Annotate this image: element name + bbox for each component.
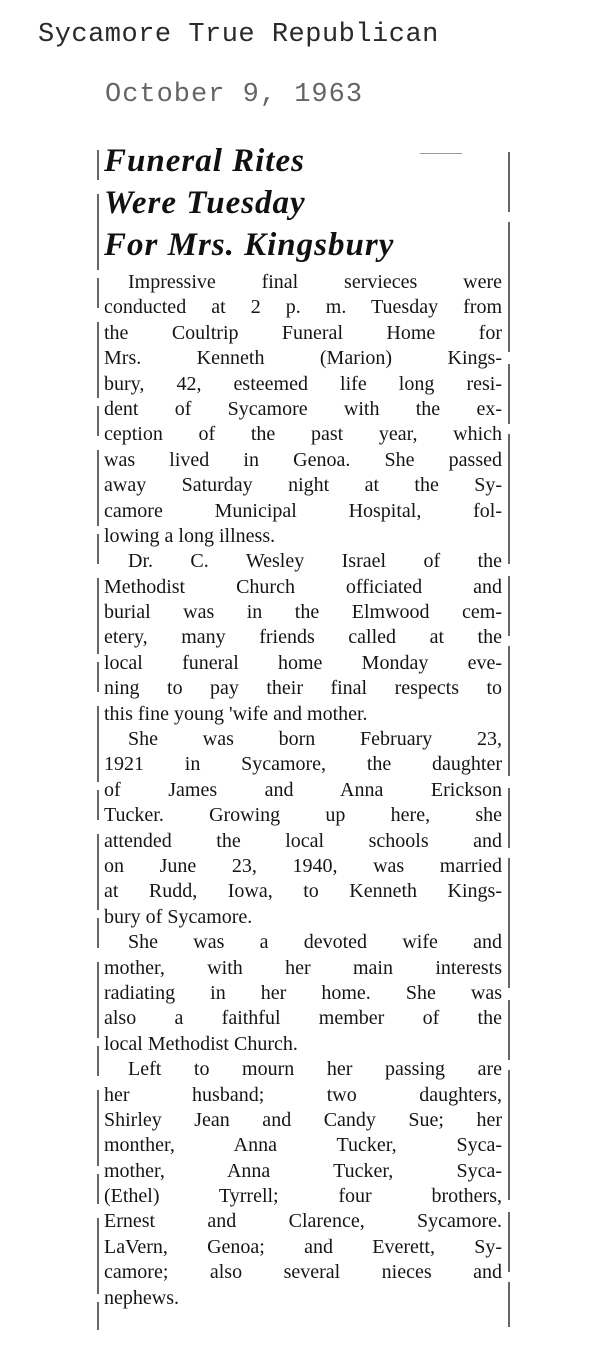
article-paragraph	[104, 930, 502, 1057]
paragraph-line: ception of the past year, which	[104, 423, 502, 446]
paragraph-line: conducted at 2 p. m. Tuesday from	[104, 296, 502, 319]
article-paragraph	[104, 727, 502, 930]
paragraph-line: on June 23, 1940, was married	[104, 854, 502, 877]
paragraph-line: also a faithful member of the	[104, 1007, 502, 1030]
article-paragraph	[104, 549, 502, 727]
paragraph-line: dent of Sycamore with the ex-	[104, 397, 502, 420]
paragraph-line: local funeral home Monday eve-	[104, 651, 502, 674]
paragraph-line: of James and Anna Erickson	[104, 778, 502, 801]
paragraph-line: attended the local schools and	[104, 829, 502, 852]
article-paragraph	[104, 270, 502, 549]
paragraph-line: mother, Anna Tucker, Syca-	[104, 1159, 502, 1182]
paragraph-line: Dr. C. Wesley Israel of the	[128, 550, 502, 573]
paragraph-line: camore; also several nieces and	[104, 1261, 502, 1284]
publication-date: October 9, 1963	[105, 80, 364, 110]
paragraph-line: Shirley Jean and Candy Sue; her	[104, 1108, 502, 1131]
paragraph-line: Left to mourn her passing are	[128, 1058, 502, 1081]
paragraph-line: monther, Anna Tucker, Syca-	[104, 1134, 502, 1157]
paragraph-line: ning to pay their final respects to	[104, 677, 502, 700]
article-headline	[104, 140, 504, 266]
paragraph-line: lowing a long illness.	[104, 524, 276, 547]
headline-line: Funeral Rites	[104, 143, 305, 179]
article-paragraph	[104, 1057, 502, 1311]
paragraph-line: was lived in Genoa. She passed	[104, 448, 502, 471]
paragraph-line: Methodist Church officiated and	[104, 575, 502, 598]
clipping-left-edge	[97, 150, 99, 1330]
paragraph-line: Mrs. Kenneth (Marion) Kings-	[104, 347, 502, 370]
newspaper-name: Sycamore True Republican	[38, 20, 439, 50]
paragraph-line: She was a devoted wife and	[128, 931, 502, 954]
paragraph-line: local Methodist Church.	[104, 1032, 298, 1055]
paragraph-line: LaVern, Genoa; and Everett, Sy-	[104, 1235, 502, 1258]
paragraph-line: bury of Sycamore.	[104, 905, 253, 928]
paragraph-line: at Rudd, Iowa, to Kenneth Kings-	[104, 880, 502, 903]
paragraph-line: She was born February 23,	[128, 728, 502, 751]
paragraph-line: (Ethel) Tyrrell; four brothers,	[104, 1185, 502, 1208]
paragraph-line: the Coultrip Funeral Home for	[104, 321, 502, 344]
paragraph-line: her husband; two daughters,	[104, 1083, 502, 1106]
paragraph-line: Tucker. Growing up here, she	[104, 804, 502, 827]
paragraph-line: bury, 42, esteemed life long resi-	[104, 372, 502, 395]
paragraph-line: camore Municipal Hospital, fol-	[104, 499, 502, 522]
paragraph-line: Impressive final servieces were	[128, 271, 502, 293]
paragraph-line: etery, many friends called at the	[104, 626, 502, 649]
clipping-right-edge	[508, 152, 510, 1327]
article-body	[104, 270, 502, 1311]
paragraph-line: away Saturday night at the Sy-	[104, 474, 502, 497]
headline-line: Were Tuesday	[104, 185, 306, 221]
headline-line: For Mrs. Kingsbury	[104, 227, 395, 263]
paragraph-line: 1921 in Sycamore, the daughter	[104, 753, 502, 776]
paragraph-line: Ernest and Clarence, Sycamore.	[104, 1210, 502, 1233]
paragraph-line: this fine young 'wife and mother.	[104, 702, 368, 725]
paragraph-line: burial was in the Elmwood cem-	[104, 601, 502, 624]
paragraph-line: mother, with her main interests	[104, 956, 502, 979]
paragraph-line: radiating in her home. She was	[104, 981, 502, 1004]
paragraph-line: nephews.	[104, 1286, 179, 1309]
